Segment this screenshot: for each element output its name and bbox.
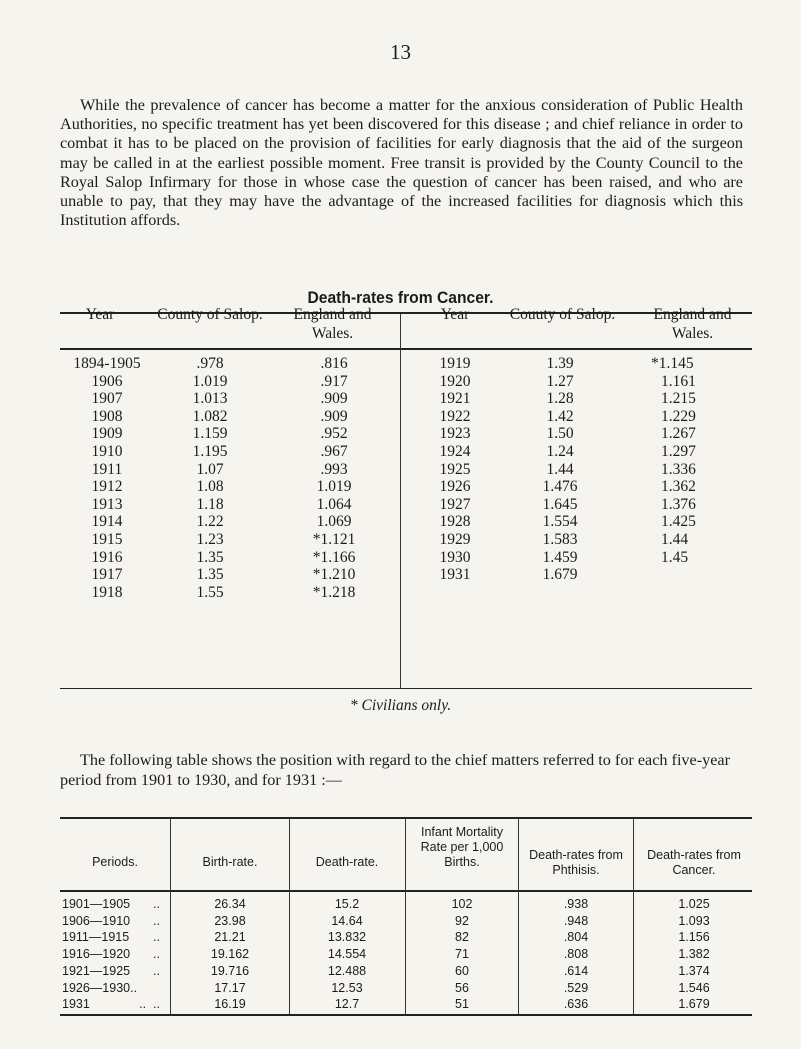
period-cell: 1916—1920 .. bbox=[62, 946, 166, 963]
value-cell: 1.55 bbox=[196, 583, 224, 601]
table2-divider-3 bbox=[405, 818, 406, 1014]
transition-paragraph: The following table shows the position with regard to the chief matters referred to for each five-year period from 1901 to 1930, and for 1931 :— bbox=[60, 751, 730, 789]
page-number: 13 bbox=[390, 40, 411, 64]
value-cell: 1.42 bbox=[546, 407, 574, 425]
value-cell: .952 bbox=[320, 425, 348, 443]
value-cell: 1.297 bbox=[661, 442, 696, 460]
table2-divider-4 bbox=[518, 818, 519, 1014]
year-cell: 1930 bbox=[439, 548, 471, 566]
year-cell: 1907 bbox=[91, 390, 123, 408]
value-cell: 1.07 bbox=[196, 460, 224, 478]
table2-cell: 71 bbox=[455, 947, 469, 962]
year-cell: 1925 bbox=[439, 460, 471, 478]
value-cell: 1.476 bbox=[542, 478, 578, 496]
table2-header-infant-mortality: Infant Mortality Rate per 1,000 Births. bbox=[420, 825, 504, 869]
year-cell: 1908 bbox=[91, 407, 123, 425]
table2-cell: 82 bbox=[455, 930, 469, 945]
table1-left-years bbox=[60, 355, 154, 601]
year-cell: 1894-1905 bbox=[73, 355, 141, 372]
table2-cell: 1.093 bbox=[678, 913, 710, 928]
table1-header-england-right: England and Wales. bbox=[653, 306, 732, 342]
value-cell: 1.24 bbox=[546, 442, 574, 460]
value-cell: 1.35 bbox=[196, 548, 224, 566]
year-cell: 1927 bbox=[439, 495, 471, 513]
table1-right-years bbox=[420, 355, 490, 584]
value-cell: 1.013 bbox=[192, 390, 228, 408]
table2-birth-column bbox=[172, 896, 288, 1013]
year-cell: 1911 bbox=[91, 460, 123, 478]
value-cell: .967 bbox=[320, 442, 348, 460]
period-cell: 1921—1925 .. bbox=[62, 963, 166, 980]
leader-dots: .. bbox=[153, 913, 160, 928]
value-cell: *1.121 bbox=[312, 530, 356, 548]
value-cell: 1.18 bbox=[196, 495, 224, 513]
table2-cell: .808 bbox=[563, 947, 589, 962]
year-cell: 1923 bbox=[439, 425, 471, 443]
table2-cell: .529 bbox=[563, 980, 589, 995]
year-cell: 1926 bbox=[439, 478, 471, 496]
table2-cell: 1.546 bbox=[678, 980, 710, 995]
table2-cell: 92 bbox=[455, 913, 469, 928]
value-cell: 1.35 bbox=[196, 566, 224, 584]
value-cell: 1.44 bbox=[546, 460, 574, 478]
table2-bottom-rule bbox=[60, 1014, 752, 1016]
table2-cell: 17.17 bbox=[214, 980, 246, 995]
value-cell: 1.645 bbox=[542, 495, 578, 513]
leader-dots: .. .. bbox=[139, 997, 160, 1012]
intro-paragraph: While the prevalence of cancer has become a matter for the anxious consideration of Public Health Authorities, no specific treatment has yet been discovered for this disease ; and chief reliance in order to combat it has to be placed on the provision of facilities for early diagnosis that the aid of the surgeon may be called in at the earliest possible moment. Free transit is provided by the County Council to the Royal Salop Infirmary for those in whose case the question of cancer has been raised, and who are unable to pay, that they may have the advantage of the increased facilities for diagnosis which this Institution affords. bbox=[60, 96, 743, 230]
table1-header-rule bbox=[60, 348, 752, 350]
year-cell: 1924 bbox=[439, 442, 471, 460]
table2-cell: 1.025 bbox=[678, 897, 710, 911]
value-cell: 1.39 bbox=[546, 355, 574, 372]
year-cell: 1921 bbox=[439, 390, 471, 408]
year-cell: 1931 bbox=[439, 566, 471, 584]
table1-footnote: * Civilians only. bbox=[349, 697, 452, 714]
table2-divider-2 bbox=[289, 818, 290, 1014]
table2-cell: 1.382 bbox=[678, 947, 710, 962]
period-cell: 1901—1905 .. bbox=[62, 896, 166, 913]
value-cell: .909 bbox=[320, 390, 348, 408]
table2-cell: 1.679 bbox=[678, 997, 710, 1012]
value-cell: 1.064 bbox=[316, 495, 352, 513]
table2-cell: 12.53 bbox=[331, 980, 363, 995]
year-cell: 1920 bbox=[439, 372, 471, 390]
table2-cell: 12.488 bbox=[327, 963, 367, 978]
table2-cell: 19.716 bbox=[210, 963, 250, 978]
value-cell: .909 bbox=[320, 407, 348, 425]
table2-cell: 51 bbox=[455, 997, 469, 1012]
value-cell: 1.019 bbox=[192, 372, 228, 390]
table2-cell: 23.98 bbox=[214, 913, 246, 928]
year-cell: 1928 bbox=[439, 513, 471, 531]
table1-caption: Death-rates from Cancer. bbox=[307, 288, 494, 307]
year-cell: 1914 bbox=[91, 513, 123, 531]
table1-column-divider bbox=[400, 313, 401, 688]
table2-header-phthisis: Death-rates from Phthisis. bbox=[529, 848, 623, 877]
period-cell: 1911—1915 .. bbox=[62, 929, 166, 946]
value-cell: 1.679 bbox=[542, 566, 578, 584]
table2-cell: 12.7 bbox=[334, 997, 360, 1012]
leader-dots: .. bbox=[153, 930, 160, 945]
value-cell: .917 bbox=[320, 372, 348, 390]
table1-left-england bbox=[298, 355, 370, 601]
year-cell: 1913 bbox=[91, 495, 123, 513]
value-cell: 1.376 bbox=[661, 495, 696, 513]
leader-dots: .. bbox=[153, 947, 160, 962]
table2-cell: 1.374 bbox=[678, 963, 710, 978]
year-cell: 1917 bbox=[91, 566, 123, 584]
year-cell: 1918 bbox=[91, 583, 123, 601]
table1-header-county-left: County of Salop. bbox=[157, 306, 263, 323]
value-cell: .816 bbox=[320, 355, 348, 372]
year-cell: 1909 bbox=[91, 425, 123, 443]
period-cell: 1906—1910 .. bbox=[62, 913, 166, 930]
period-cell: 1926—1930.. bbox=[62, 980, 138, 995]
table2-header-periods: Periods. bbox=[92, 855, 138, 869]
table2-cell: 15.2 bbox=[334, 897, 360, 911]
table2-cell: .636 bbox=[563, 997, 589, 1012]
table2-cell: .804 bbox=[563, 930, 589, 945]
table2-cell: 16.19 bbox=[214, 997, 246, 1012]
value-cell: 1.27 bbox=[546, 372, 574, 390]
table1-bottom-rule bbox=[60, 688, 752, 689]
value-cell: 1.50 bbox=[546, 425, 574, 443]
table2-cell: 14.64 bbox=[331, 913, 363, 928]
year-cell: 1929 bbox=[439, 530, 471, 548]
table2-header-death-rate: Death-rate. bbox=[315, 855, 379, 869]
value-cell: 1.159 bbox=[192, 425, 228, 443]
year-cell: 1922 bbox=[439, 407, 471, 425]
leader-dots: .. bbox=[153, 897, 160, 911]
table2-header-bottom-rule bbox=[60, 890, 752, 892]
table2-infant-column bbox=[407, 896, 517, 1013]
table1-right-england bbox=[651, 355, 731, 566]
table2-death-column bbox=[291, 896, 403, 1013]
value-cell: 1.22 bbox=[196, 513, 224, 531]
table2-cell: .938 bbox=[563, 897, 589, 911]
table2-cell: 102 bbox=[451, 897, 473, 911]
value-cell: *1.166 bbox=[312, 548, 356, 566]
value-cell: 1.583 bbox=[542, 530, 578, 548]
period-cell: 1931 .. .. bbox=[62, 996, 166, 1013]
table1-header-year-left: Year bbox=[85, 306, 115, 323]
table2-periods-column bbox=[62, 896, 166, 1013]
value-cell: .978 bbox=[196, 355, 224, 372]
table2-cell: 19.162 bbox=[210, 947, 250, 962]
year-cell: 1915 bbox=[91, 530, 123, 548]
table2-cell: 60 bbox=[455, 963, 469, 978]
year-cell: 1906 bbox=[91, 372, 123, 390]
table1-header-year-right: Year bbox=[440, 306, 470, 323]
table2-divider-1 bbox=[170, 818, 171, 1014]
table2-cell: 13.832 bbox=[327, 930, 367, 945]
table1-header-county-right: Couuty of Salop. bbox=[509, 306, 616, 323]
value-cell: 1.082 bbox=[192, 407, 228, 425]
value-cell: 1.161 bbox=[661, 372, 696, 390]
value-cell: 1.019 bbox=[316, 478, 352, 496]
year-cell: 1912 bbox=[91, 478, 123, 496]
value-cell: 1.215 bbox=[661, 390, 696, 408]
value-cell: 1.45 bbox=[661, 548, 689, 566]
leader-dots: .. bbox=[153, 963, 160, 978]
year-cell: 1919 bbox=[439, 355, 471, 372]
value-cell: 1.459 bbox=[542, 548, 578, 566]
table2-cancer-column bbox=[638, 896, 750, 1013]
value-cell: 1.08 bbox=[196, 478, 224, 496]
table2-cell: 21.21 bbox=[214, 930, 246, 945]
value-cell: 1.229 bbox=[661, 407, 696, 425]
table1-left-county bbox=[180, 355, 240, 601]
value-cell: 1.267 bbox=[661, 425, 696, 443]
table2-cell: 1.156 bbox=[678, 930, 710, 945]
value-cell: *1.218 bbox=[312, 583, 356, 601]
value-cell: *1.145 bbox=[651, 355, 694, 372]
table2-divider-5 bbox=[633, 818, 634, 1014]
table1-right-county bbox=[528, 355, 592, 584]
value-cell: 1.425 bbox=[661, 513, 696, 531]
value-cell: 1.44 bbox=[661, 530, 689, 548]
year-cell: 1910 bbox=[91, 442, 123, 460]
value-cell: 1.195 bbox=[192, 442, 228, 460]
table2-phthisis-column bbox=[520, 896, 632, 1013]
year-cell: 1916 bbox=[91, 548, 123, 566]
table2-header-birth-rate: Birth-rate. bbox=[202, 855, 258, 869]
table2-top-rule bbox=[60, 817, 752, 819]
value-cell: 1.069 bbox=[316, 513, 352, 531]
table2-cell: .948 bbox=[563, 913, 589, 928]
table2-cell: 56 bbox=[455, 980, 469, 995]
value-cell: .993 bbox=[320, 460, 348, 478]
value-cell: 1.28 bbox=[546, 390, 574, 408]
table2-cell: 26.34 bbox=[214, 897, 246, 911]
value-cell: *1.210 bbox=[312, 566, 356, 584]
value-cell: 1.336 bbox=[661, 460, 696, 478]
value-cell: 1.554 bbox=[542, 513, 578, 531]
table2-header-cancer: Death-rates from Cancer. bbox=[647, 848, 741, 877]
value-cell: 1.362 bbox=[661, 478, 696, 496]
table1-header-england-left: England and Wales. bbox=[293, 306, 372, 342]
table2-cell: .614 bbox=[563, 963, 589, 978]
value-cell: 1.23 bbox=[196, 530, 224, 548]
table2-cell: 14.554 bbox=[327, 947, 367, 962]
